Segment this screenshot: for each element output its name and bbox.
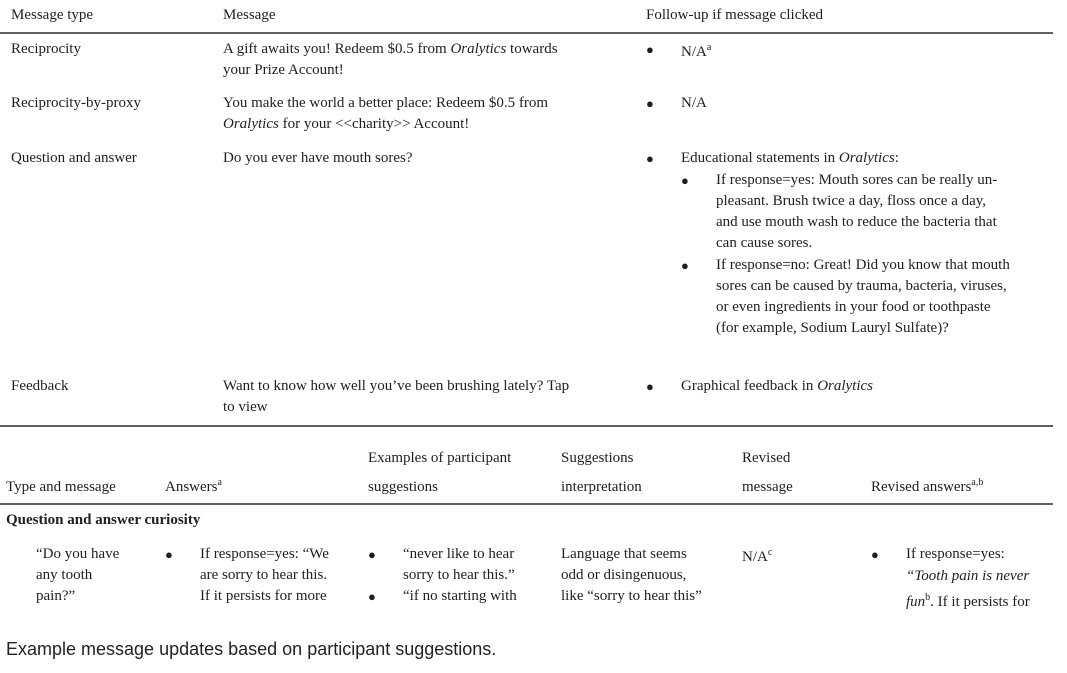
follow-up-text: Graphical feedback in Oralytics xyxy=(681,378,874,394)
header-examples: Examples of participant xyxy=(368,450,512,466)
header-type-and-message: Type and message xyxy=(6,479,116,495)
example-text: sorry to hear this.” xyxy=(403,567,515,583)
crop-edge xyxy=(0,610,1067,638)
bullet-icon: ● xyxy=(368,547,376,562)
table-1-bottom-rule xyxy=(0,425,1053,427)
example-text: “if no starting with xyxy=(403,588,517,604)
bullet-icon: ● xyxy=(165,547,173,562)
message-type: Reciprocity xyxy=(11,41,81,57)
follow-up-text: $N/A^a$ xyxy=(681,42,712,60)
footnote-marker: a xyxy=(217,477,222,488)
revised-answer-text: fun$^b$. If it persists for xyxy=(906,592,1030,610)
example-text: “never like to hear xyxy=(403,546,515,562)
bullet-icon: ● xyxy=(871,547,879,562)
follow-up-text: N/A xyxy=(681,95,707,111)
bullet-icon: ● xyxy=(646,42,654,57)
answer-text: If response=yes: “We xyxy=(200,546,329,562)
footnote-marker: b xyxy=(925,592,931,603)
message-text: Do you ever have mouth sores? xyxy=(223,150,413,166)
interpretation-text: Language that seems xyxy=(561,546,687,562)
message-text: You make the world a better place: Redeem $0.5 from xyxy=(223,95,549,111)
follow-up-no-text: or even ingredients in your food or toothpaste xyxy=(716,299,991,315)
header-revised-answers: Revised answers$^{a,b}$ xyxy=(871,477,984,495)
message-type: Feedback xyxy=(11,378,69,394)
header-message: Message xyxy=(223,7,276,23)
header-revised-message: Revised xyxy=(742,450,791,466)
revised-message-text: $N/A^c$ xyxy=(742,547,773,565)
follow-up-no-text: (for example, Sodium Lauryl Sulfate)? xyxy=(716,320,949,336)
header-interpretation: interpretation xyxy=(561,479,642,495)
footnote-marker: a,b xyxy=(971,477,984,488)
follow-up-text: Educational statements in Oralytics: xyxy=(681,150,899,166)
message-text: your Prize Account! xyxy=(223,62,344,78)
header-revised-message: message xyxy=(742,479,793,495)
table-1-header-rule xyxy=(0,32,1053,34)
bullet-icon: ● xyxy=(681,258,689,273)
message-type: Reciprocity-by-proxy xyxy=(11,95,141,111)
header-answers: Answers$^a$ xyxy=(165,477,222,495)
header-message-type: Message type xyxy=(11,7,94,23)
bullet-icon: ● xyxy=(646,96,654,111)
follow-up-yes-text: pleasant. Brush twice a day, floss once a day, xyxy=(716,193,987,209)
message-text: Want to know how well you’ve been brushing lately? Tap xyxy=(223,378,570,394)
follow-up-no-text: If response=no: Great! Did you know that mouth xyxy=(716,257,1010,273)
message-text: pain?” xyxy=(36,588,76,604)
header-interpretation: Suggestions xyxy=(561,450,634,466)
message-text: “Do you have xyxy=(36,546,120,562)
answer-text: are sorry to hear this. xyxy=(200,567,328,583)
follow-up-yes-text: and use mouth wash to reduce the bacteria that xyxy=(716,214,997,230)
header-examples: suggestions xyxy=(368,479,439,495)
header-follow-up: Follow-up if message clicked xyxy=(646,7,824,23)
message-text: to view xyxy=(223,399,268,415)
bullet-icon: ● xyxy=(681,173,689,188)
message-text: Oralytics for your <<charity>> Account! xyxy=(223,116,470,132)
section-heading: Question and answer curiosity xyxy=(6,512,201,528)
bullet-icon: ● xyxy=(646,379,654,394)
message-text: any tooth xyxy=(36,567,93,583)
revised-answer-text: If response=yes: xyxy=(906,546,1005,562)
footnote-marker: c xyxy=(767,547,773,558)
message-text: A gift awaits you! Redeem $0.5 from Oralytics towards xyxy=(223,41,558,57)
table-2-header-rule xyxy=(0,503,1053,505)
revised-answer-text: “Tooth pain is never xyxy=(906,568,1030,584)
answer-text: If it persists for more xyxy=(200,588,327,604)
message-type: Question and answer xyxy=(11,150,137,166)
follow-up-no-text: sores can be caused by trauma, bacteria, viruses, xyxy=(716,278,1007,294)
interpretation-text: like “sorry to hear this” xyxy=(561,588,702,604)
footnote-marker: a xyxy=(706,42,712,53)
bullet-icon: ● xyxy=(646,151,654,166)
interpretation-text: odd or disingenuous, xyxy=(561,567,687,583)
follow-up-yes-text: can cause sores. xyxy=(716,235,813,251)
follow-up-yes-text: If response=yes: Mouth sores can be really un- xyxy=(716,172,998,188)
figure-caption: Example message updates based on participant suggestions. xyxy=(6,639,497,659)
bullet-icon: ● xyxy=(368,589,376,604)
